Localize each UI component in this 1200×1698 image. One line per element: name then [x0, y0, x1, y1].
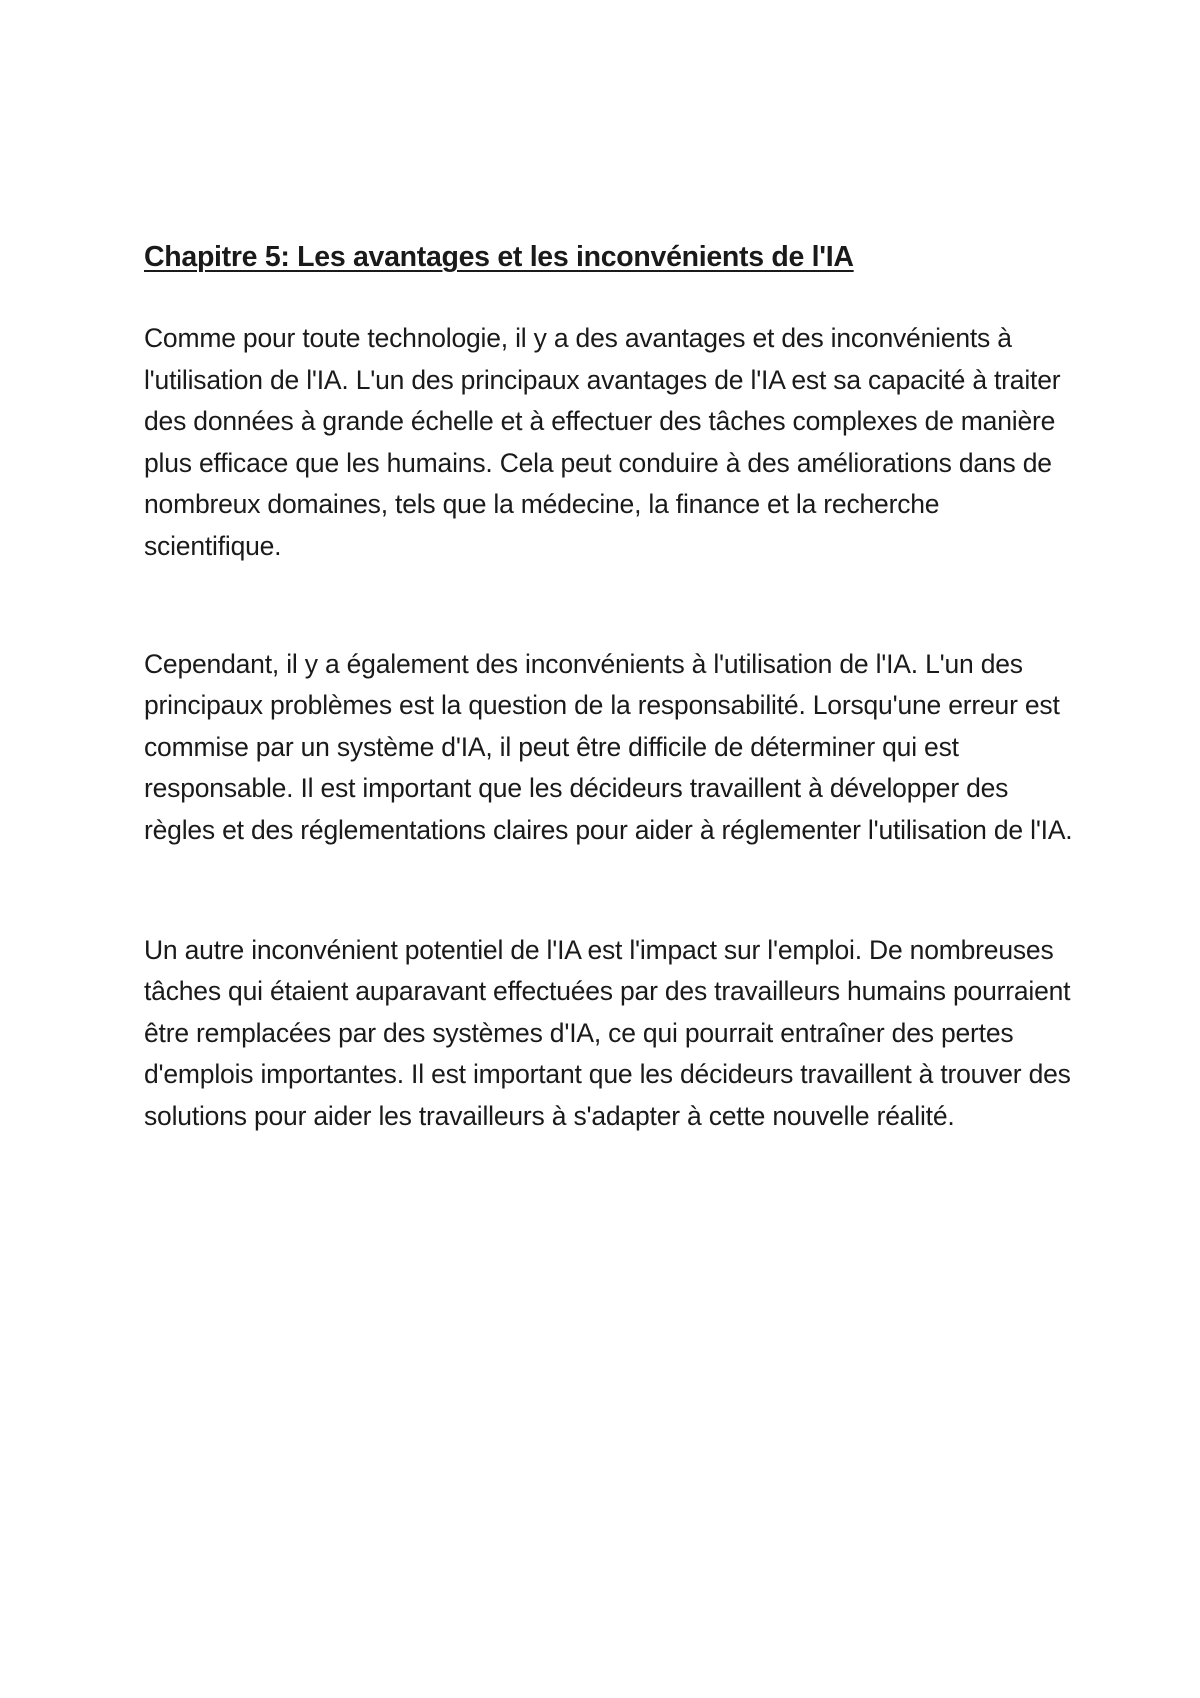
- paragraph-employment: Un autre inconvénient potentiel de l'IA est l'impact sur l'emploi. De nombreuses tâches qui étaient auparavant effectuées par des travailleurs humains pourraient être remplacées par des systèmes d'IA, ce qui pourrait entraîner des pertes d'emplois importantes. Il est important que les décideurs travaillent à trouver des solutions pour aider les travailleurs à s'adapter à cette nouvelle réalité.: [144, 934, 1071, 1131]
- paragraph-advantages: Comme pour toute technologie, il y a des avantages et des inconvénients à l'utilisation de l'IA. L'un des principaux avantages de l'IA est sa capacité à traiter des données à grande échelle et à effectuer des tâches complexes de manière plus efficace que les humains. Cela peut conduire à des améliorations dans de nombreux domaines, tels que la médecine, la finance et la recherche scientifique.: [144, 323, 1061, 561]
- document-body: [144, 236, 1074, 1138]
- paragraph-responsibility: Cependant, il y a également des inconvénients à l'utilisation de l'IA. L'un des principaux problèmes est la question de la responsabilité. Lorsqu'une erreur est commise par un système d'IA, il peut être difficile de déterminer qui est responsable. Il est important que les décideurs travaillent à développer des règles et des réglementations claires pour aider à réglementer l'utilisation de l'IA.: [144, 648, 1073, 845]
- chapter-title: Chapitre 5: Les avantages et les inconvénients de l'IA: [144, 241, 854, 273]
